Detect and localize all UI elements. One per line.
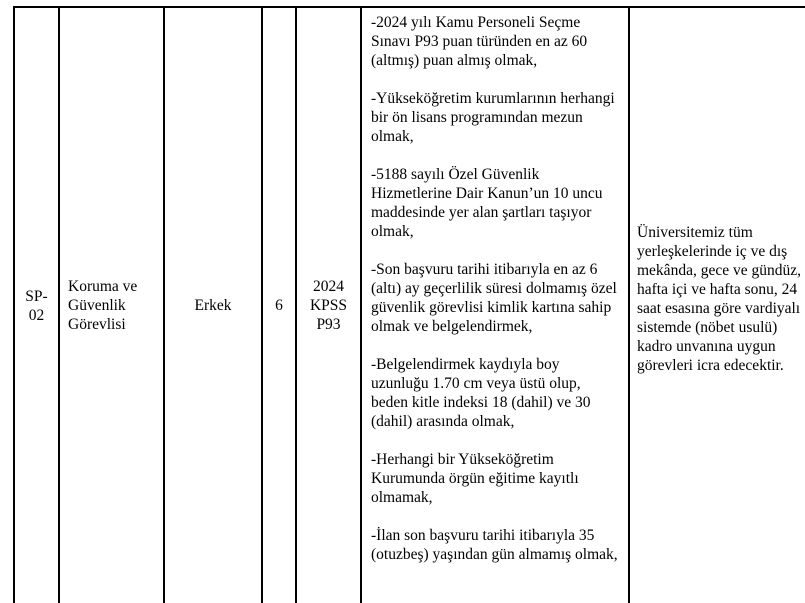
position-table <box>13 6 805 603</box>
position-title-line: Görevlisi <box>68 316 126 333</box>
requirement-item: -2024 yılı Kamu Personeli Seçme Sınavı P93 puan türünden en az 60 (altmış) puan almış olmak, <box>371 14 588 69</box>
position-title-line: Güvenlik <box>68 297 126 314</box>
gender-value: Erkek <box>194 297 232 314</box>
count-cell <box>262 7 296 603</box>
gender-cell <box>164 7 262 603</box>
requirements-list <box>362 8 628 603</box>
position-code-line: 02 <box>28 306 45 324</box>
requirements-cell <box>361 7 629 603</box>
exam-line: KPSS <box>309 297 348 314</box>
position-title-cell <box>59 7 164 603</box>
requirement-item: -5188 sayılı Özel Güvenlik Hizmetlerine Dair Kanun’un 10 uncu maddesinde yer alan şartları taşıyor olmak, <box>371 166 603 240</box>
count-value: 6 <box>275 297 283 314</box>
position-code-cell <box>14 7 59 603</box>
table-row <box>14 7 805 603</box>
exam-cell <box>296 7 361 603</box>
requirement-item: -Son başvuru tarihi itibarıyla en az 6 (altı) ay geçerlilik süresi dolmamış özel güvenlik görevlisi kimlik kartına sahip olmak ve belgelendirmek, <box>371 261 617 335</box>
requirement-item: -İlan son başvuru tarihi itibarıyla 35 (otuzbeş) yaşından gün almamış olmak, <box>371 527 618 563</box>
description-cell <box>629 7 805 603</box>
exam-line: 2024 <box>313 278 344 295</box>
position-code-line: SP- <box>25 287 48 305</box>
position-title-line: Koruma ve <box>68 278 138 295</box>
exam-line: P93 <box>316 316 341 333</box>
requirement-item: -Yükseköğretim kurumlarının herhangi bir ön lisans programından mezun olmak, <box>371 90 615 145</box>
requirement-item: -Herhangi bir Yükseköğretim Kurumunda örgün eğitime kayıtlı olmamak, <box>371 451 579 506</box>
requirement-item: -Belgelendirmek kaydıyla boy uzunluğu 1.70 cm veya üstü olup, beden kitle indeksi 18 (dahil) ve 30 (dahil) arasında olmak, <box>371 356 591 430</box>
duty-description: Üniversitemiz tüm yerleşkelerinde iç ve dış mekânda, gece ve gündüz, hafta içi ve hafta sonu, 24 saat esasına göre vardiyalı sistemde (nöbet usulü) kadro unvanına uygun görevleri icra edecektir. <box>637 223 801 374</box>
